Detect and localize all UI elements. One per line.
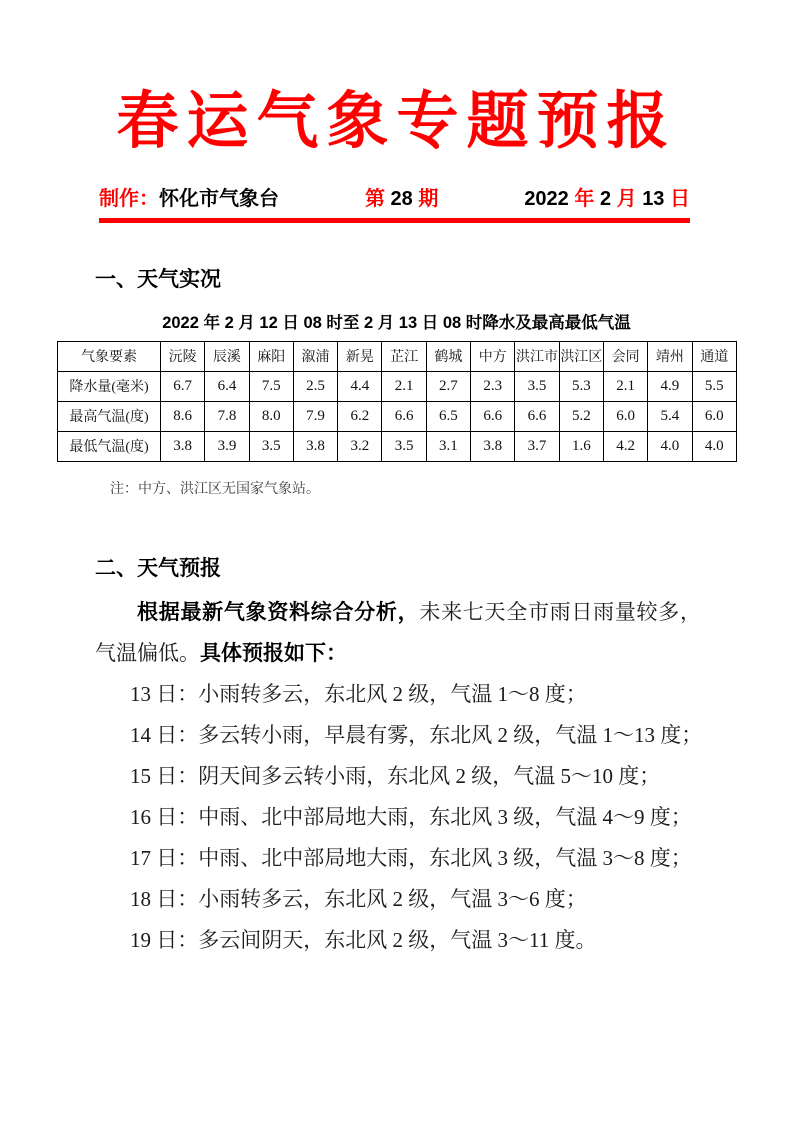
table-row (58, 371, 737, 401)
intro-bold-tail: 具体预报如下： (200, 641, 347, 665)
table-note: 注：中方、洪江区无国家气象站。 (110, 481, 320, 497)
table-cell-value: 3.5 (249, 431, 293, 461)
column-header-station: 芷江 (382, 341, 426, 371)
table-cell-value: 5.5 (692, 371, 736, 401)
forecast-line: 18 日：小雨转多云，东北风 2 级，气温 3～6 度； (130, 886, 587, 911)
table-cell-value: 2.3 (471, 371, 515, 401)
header-divider-rule (99, 218, 690, 223)
column-header-station: 鹤城 (426, 341, 470, 371)
table-cell-value: 1.6 (559, 431, 603, 461)
date-year-unit: 年 (568, 187, 600, 210)
column-header-station: 溆浦 (293, 341, 337, 371)
column-header-station: 新晃 (338, 341, 382, 371)
forecast-line: 17 日：中雨、北中部局地大雨，东北风 3 级，气温 3～8 度； (130, 845, 692, 870)
table-cell-value: 3.2 (338, 431, 382, 461)
producer-name: 怀化市气象台 (159, 187, 279, 210)
forecast-line: 13 日：小雨转多云，东北风 2 级，气温 1～8 度； (130, 681, 587, 706)
producer (99, 182, 279, 211)
forecast-line: 14 日：多云转小雨，早晨有雾，东北风 2 级，气温 1～13 度； (130, 722, 703, 747)
table-cell-value: 2.5 (293, 371, 337, 401)
forecast-line: 15 日：阴天间多云转小雨，东北风 2 级，气温 5～10 度； (130, 763, 661, 788)
section-heading-forecast: 二、天气预报 (95, 556, 221, 580)
forecast-line: 19 日：多云间阴天，东北风 2 级，气温 3～11 度。 (130, 927, 597, 952)
table-cell-value: 3.7 (515, 431, 559, 461)
section-heading-observation: 一、天气实况 (95, 267, 221, 291)
table-cell-value: 4.9 (648, 371, 692, 401)
column-header-station: 通道 (692, 341, 736, 371)
table-cell-value: 6.7 (161, 371, 205, 401)
table-cell-value: 6.6 (471, 401, 515, 431)
weather-table-body (58, 371, 737, 461)
row-label: 最高气温(度) (58, 401, 161, 431)
column-header-station: 洪江市 (515, 341, 559, 371)
issue-suffix: 期 (412, 187, 439, 210)
table-cell-value: 4.2 (603, 431, 647, 461)
table-cell-value: 6.4 (205, 371, 249, 401)
date-day-unit: 日 (664, 187, 690, 210)
table-cell-value: 6.5 (426, 401, 470, 431)
date-month: 2 (599, 187, 612, 210)
forecast-intro-paragraph (95, 592, 701, 674)
issue-prefix: 第 (364, 187, 391, 210)
row-label: 降水量(毫米) (58, 371, 161, 401)
weather-table-header-row (58, 341, 737, 371)
table-row (58, 431, 737, 461)
table-cell-value: 4.4 (338, 371, 382, 401)
producer-label: 制作： (99, 187, 159, 210)
table-cell-value: 7.9 (293, 401, 337, 431)
table-cell-value: 6.2 (338, 401, 382, 431)
column-header-station: 靖州 (648, 341, 692, 371)
column-header-station: 沅陵 (161, 341, 205, 371)
issue-date (524, 182, 690, 211)
column-header-station: 中方 (471, 341, 515, 371)
intro-regular-text: 未来七天全市雨日雨量较多，气温偏低。 (95, 599, 701, 665)
table-cell-value: 8.6 (161, 401, 205, 431)
table-cell-value: 3.5 (515, 371, 559, 401)
table-cell-value: 4.0 (692, 431, 736, 461)
column-header-element: 气象要素 (58, 341, 161, 371)
table-cell-value: 3.1 (426, 431, 470, 461)
date-month-unit: 月 (611, 187, 643, 210)
table-cell-value: 2.1 (382, 371, 426, 401)
table-cell-value: 6.0 (603, 401, 647, 431)
forecast-line: 16 日：中雨、北中部局地大雨，东北风 3 级，气温 4～9 度； (130, 804, 692, 829)
table-cell-value: 3.5 (382, 431, 426, 461)
issue-value: 28 (390, 187, 413, 210)
table-cell-value: 6.6 (515, 401, 559, 431)
weather-table-head (58, 341, 737, 371)
date-day: 13 (642, 187, 665, 210)
column-header-station: 会同 (603, 341, 647, 371)
table-cell-value: 6.0 (692, 401, 736, 431)
weather-table (57, 341, 737, 462)
table-cell-value: 2.1 (603, 371, 647, 401)
table-cell-value: 5.2 (559, 401, 603, 431)
issue-number (365, 182, 438, 211)
table-cell-value: 4.0 (648, 431, 692, 461)
daily-forecast-list (130, 674, 793, 961)
row-label: 最低气温(度) (58, 431, 161, 461)
table-cell-value: 7.5 (249, 371, 293, 401)
table-cell-value: 3.8 (293, 431, 337, 461)
table-cell-value: 8.0 (249, 401, 293, 431)
column-header-station: 洪江区 (559, 341, 603, 371)
weather-table-title: 2022 年 2 月 12 日 08 时至 2 月 13 日 08 时降水及最高最低气温 (162, 313, 631, 332)
table-cell-value: 6.6 (382, 401, 426, 431)
table-cell-value: 3.8 (471, 431, 515, 461)
table-cell-value: 2.7 (426, 371, 470, 401)
table-row (58, 401, 737, 431)
table-cell-value: 7.8 (205, 401, 249, 431)
date-year: 2022 (524, 187, 569, 210)
table-cell-value: 5.3 (559, 371, 603, 401)
column-header-station: 辰溪 (205, 341, 249, 371)
document-title: 春运气象专题预报 (116, 84, 677, 157)
table-cell-value: 3.9 (205, 431, 249, 461)
table-cell-value: 3.8 (161, 431, 205, 461)
table-cell-value: 5.4 (648, 401, 692, 431)
column-header-station: 麻阳 (249, 341, 293, 371)
document-meta-row (99, 182, 690, 211)
intro-bold-lead: 根据最新气象资料综合分析， (137, 600, 420, 624)
